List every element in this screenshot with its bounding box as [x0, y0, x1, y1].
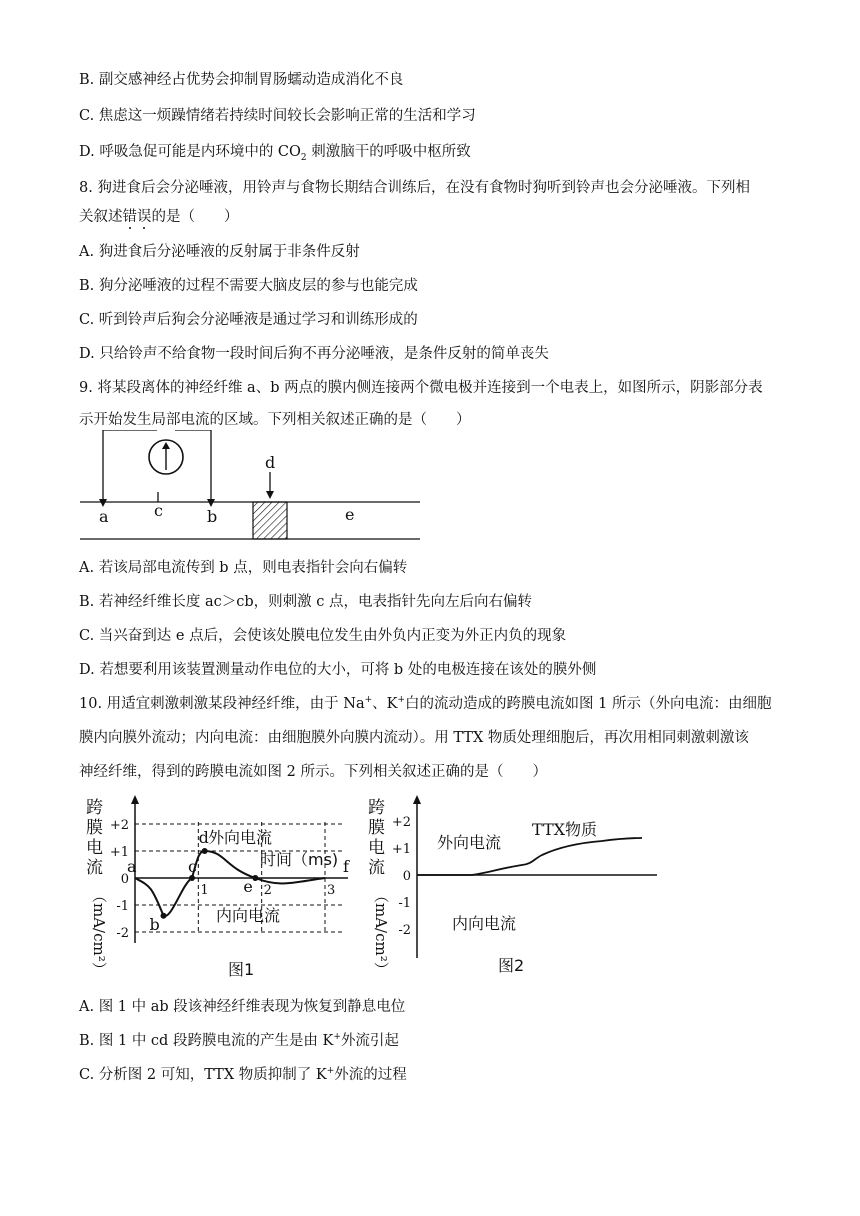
figure1-caption: 图1	[228, 960, 255, 979]
q8-option-a: A. 狗进食后分泌唾液的反射属于非条件反射	[79, 244, 360, 260]
y-tick-label: -1	[398, 896, 411, 911]
q8-stem-line1: 8. 狗进食后会分泌唾液，用铃声与食物长期结合训练后，在没有食物时狗听到铃声也会分泌唾液。下列相	[79, 180, 750, 196]
text: B. 图 1 中 cd 段跨膜电流的产生是由 K	[79, 1033, 334, 1049]
point-label-e: e	[243, 877, 253, 896]
q9-option-d: D. 若想要利用该装置测量动作电位的大小，可将 b 处的电极连接在该处的膜外侧	[79, 662, 597, 678]
figure2-caption: 图2	[498, 956, 525, 975]
y-tick-label: -1	[116, 899, 129, 914]
outward-current-label: 外向电流	[437, 833, 502, 852]
point-label-c: c	[188, 857, 197, 876]
nerve-fiber-figure	[75, 430, 435, 540]
emphasis-char: 误	[137, 209, 152, 225]
ylabel-char: 电	[86, 838, 103, 858]
inward-current-label: 内向电流	[452, 914, 517, 933]
text: D. 呼吸急促可能是内环境中的 CO	[79, 144, 301, 160]
point-label-a: a	[127, 857, 137, 876]
q9-stem-line2: 示开始发生局部电流的区域。下列相关叙述正确的是（ ）	[79, 412, 471, 428]
q9-stem-line1: 9. 将某段离体的神经纤维 a、b 两点的膜内侧连接两个微电极并连接到一个电表上，如图所示，阴影部分表	[79, 380, 763, 396]
emphasis-char: 错	[122, 209, 137, 225]
label-a: a	[99, 507, 109, 526]
ylabel-char: 电	[368, 838, 385, 858]
q8-option-c: C. 听到铃声后狗会分泌唾液是通过学习和训练形成的	[79, 312, 418, 328]
x-tick-label: 3	[327, 883, 336, 898]
q8-option-d: D. 只给铃声不给食物一段时间后狗不再分泌唾液，是条件反射的简单丧失	[79, 346, 549, 362]
inward-current-label: 内向电流	[216, 906, 281, 925]
text: 、K	[372, 696, 398, 712]
q10-stem-line1	[79, 694, 772, 714]
q9-option-a: A. 若该局部电流传到 b 点，则电表指针会向右偏转	[79, 560, 408, 576]
figure2-chart	[362, 793, 662, 983]
text: 10. 用适宜刺激刺激某段神经纤维，由于 Na	[79, 696, 365, 712]
text: 白的流动造成的跨膜电流如图 1 所示（外向电流：由细胞	[405, 696, 772, 712]
label-c: c	[154, 501, 163, 520]
x-axis-title: 时间（ms)	[260, 850, 339, 869]
ttx-series-label: TTX物质	[532, 820, 598, 839]
superscript: +	[333, 1032, 341, 1043]
text: C. 分析图 2 可知，TTX 物质抑制了 K	[79, 1067, 327, 1083]
text: 外流的过程	[334, 1067, 407, 1083]
text: 的是（ ）	[151, 209, 239, 225]
x-tick-label: 2	[263, 883, 272, 898]
point-d	[202, 848, 208, 854]
y-tick-label: 0	[402, 869, 411, 884]
q10-stem-line3: 神经纤维，得到的跨膜电流如图 2 所示。下列相关叙述正确的是（ ）	[79, 764, 547, 780]
q10-option-a: A. 图 1 中 ab 段该神经纤维表现为恢复到静息电位	[79, 999, 406, 1015]
y-tick-label: +1	[109, 845, 129, 860]
y-axis-title	[86, 798, 108, 977]
ylabel-char: 膜	[86, 818, 103, 838]
point-e	[252, 875, 258, 881]
text: 关叙述	[79, 209, 123, 225]
point-label-f: f	[343, 857, 349, 876]
outward-current-label: 外向电流	[208, 828, 273, 847]
label-b: b	[207, 507, 218, 526]
q7-option-d	[79, 142, 471, 162]
ylabel-unit: （mA/cm²）	[90, 888, 108, 977]
text: 外流引起	[340, 1033, 399, 1049]
ylabel-char: 膜	[368, 818, 385, 838]
label-d: d	[265, 453, 276, 472]
q8-option-b: B. 狗分泌唾液的过程不需要大脑皮层的参与也能完成	[79, 278, 418, 294]
ylabel-char: 跨	[368, 798, 385, 818]
y-axis-title	[368, 798, 390, 977]
y-tick-label: 0	[120, 872, 129, 887]
y-tick-label: +1	[391, 842, 411, 857]
y-tick-label: -2	[116, 926, 129, 941]
q7-option-b: B. 副交感神经占优势会抑制胃肠蠕动造成消化不良	[79, 72, 404, 88]
q7-option-c: C. 焦虑这一烦躁情绪若持续时间较长会影响正常的生活和学习	[79, 108, 476, 124]
superscript: +	[397, 695, 406, 706]
q10-option-c	[79, 1065, 407, 1085]
ylabel-char: 流	[86, 858, 103, 878]
q10-stem-line2: 膜内向膜外流动；内向电流：由细胞膜外向膜内流动）。用 TTX 物质处理细胞后，再次用相同刺激刺激该	[79, 730, 749, 746]
ylabel-char: 跨	[86, 798, 103, 818]
x-tick-label: 1	[200, 883, 209, 898]
label-e: e	[345, 505, 355, 524]
galvanometer-icon	[149, 440, 183, 474]
ylabel-unit: （mA/cm²）	[372, 888, 390, 977]
point-label-b: b	[149, 914, 160, 934]
q8-stem-line2	[79, 207, 239, 227]
q9-option-b: B. 若神经纤维长度 ac＞cb，则刺激 c 点，电表指针先向左后向右偏转	[79, 594, 532, 610]
subscript: 2	[300, 152, 307, 163]
figure1-chart	[80, 793, 370, 983]
stimulation-region	[253, 502, 287, 539]
point-b	[161, 913, 167, 919]
y-tick-label: +2	[391, 815, 411, 830]
point-label-d: d	[198, 828, 209, 847]
y-tick-label: -2	[398, 923, 411, 938]
superscript: +	[364, 695, 373, 706]
q9-option-c: C. 当兴奋到达 e 点后，会使该处膜电位发生由外负内正变为外正内负的现象	[79, 628, 567, 644]
superscript: +	[326, 1066, 335, 1077]
q10-option-b	[79, 1031, 399, 1051]
text: 刺激脑干的呼吸中枢所致	[306, 144, 471, 160]
ylabel-char: 流	[368, 858, 385, 878]
y-tick-label: +2	[109, 818, 129, 833]
